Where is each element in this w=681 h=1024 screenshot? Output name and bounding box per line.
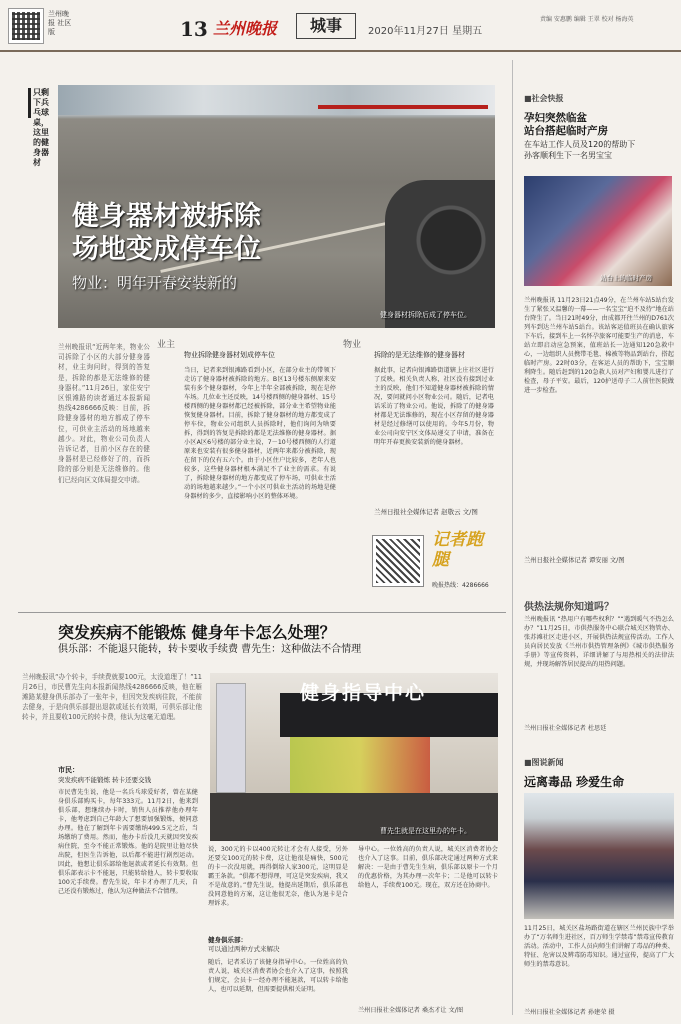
page-number: 13 <box>180 17 208 41</box>
story3-reporter: 兰州日报社全媒体记者 孙建荣 摄 <box>524 1009 615 1016</box>
jizhe-paotui-logo: 记者跑腿 <box>432 530 483 570</box>
property-subheading: 拆除的是无法维修的健身器材 <box>374 351 465 359</box>
story2-reporter: 兰州日报社全媒体记者 杜思廷 <box>524 725 607 732</box>
story1-body: 兰州晚报讯 11月23日21点49分，在兰州车站5站台发生了紧张又温馨的一幕——一名宝宝“迫不及待”地在站台降生了。当日21时49分，由成都开往兰州的D761次列车到达兰州车站5站台。该站客运值班员在确认旅客下车后，接到车上一名怀孕旅客可能要生产的消息，车站立即启动应急预案，值班站长一边通知120急救中心，一边组织人员携带毛毯、棉被等物品到站台，搭起临时产房。22时03分，在客运人员的帮助下，宝宝顺利降生。随后赶到的120急救人员对产妇和婴儿进行了检查，母子平安。最后，120护送母子二人前往医院做进一步检查。 <box>524 297 674 394</box>
gym-sign-text: 健身指导中心 <box>300 682 427 704</box>
story1-photo[interactable] <box>524 176 672 286</box>
brand-label: 兰州晚报 社区版 <box>48 10 72 36</box>
qr-code-icon[interactable] <box>8 8 44 44</box>
photo-poster <box>216 683 246 793</box>
story1-headline[interactable] <box>524 112 608 138</box>
story1-reporter: 兰州日报社全媒体记者 谭安丽 文/图 <box>524 557 625 564</box>
hotline: 晚报热线：4286666 <box>432 582 489 589</box>
photo-car <box>385 180 495 328</box>
section-label-photo-news: ■图说新闻 <box>524 758 564 767</box>
side-note-marker <box>28 88 31 118</box>
story1-photo-caption: 站台上的临时产房 <box>600 274 652 282</box>
editor-credits: 责编 安惠鹏 编辑 王翠 校对 杨海英 <box>540 16 634 23</box>
label-property: 物业 <box>343 340 362 350</box>
main-intro: 兰州晚报讯“近两年来，物业公司拆除了小区的大部分健身器材，业主询问时，得到的答复是，拆除的都是无法维修的健身器材。”11月26日，家住安宁区银滩路的读者通过本报新闻热线4286666反映：目前，拆除健身器材的地方都成了停车位，可供业主活动的场地越来越少。对此，物业公司负责人告诉记者，目前小区存在的健身器材是已经修好了的，而拆除的部分则是无法维修的。他们已经向区文体局提交申请。 <box>58 343 150 484</box>
citizen-subheading-2: 突发疾病不能锻炼 转卡还要交钱 <box>58 776 152 784</box>
citizen-body: 市民曹先生说，他是一名兵乓球爱好者，曾在某健身俱乐部购买卡，每年333元。11月2日，他来到俱乐部，想继续办卡时，销售人员推荐他办理年卡，他考虑到自己年龄大了想要加强锻炼，便同意办理。他在了解到年卡需要缴纳499.5元之后，当场缴纳了费用。然而，他办卡后没几天就因突发疾病住院，至今不能正常锻炼。他的是院里让他尽快出院，但医生告诉他，以后都不能进行剧烈运动。因此，他想让俱乐部给他退款或者延长有效期。但俱乐部表示卡不能退，只能转给他人，转卡要收取100元手续费。曹先生说，年卡才办理了几天，自己还没有锻炼过，他认为这种做法不合情理。 <box>58 789 198 895</box>
story1-headline-2: 站台搭起临时产房 <box>524 125 608 137</box>
section-label-social: ■社会快报 <box>524 94 564 103</box>
story3-headline[interactable]: 远离毒品 珍爱生命 <box>524 775 625 789</box>
main-subheadline: 物业：明年开春安装新的 <box>72 274 238 292</box>
story1-subheadline <box>524 139 635 161</box>
second-subheadline: 俱乐部：不能退只能转，转卡要收手续费 曹先生：这种做法不合情理 <box>58 644 362 655</box>
story2-headline[interactable]: 供热法规你知道吗？ <box>524 602 614 613</box>
story2-body: 兰州晚报讯 “热用户有哪些权利？”“遇到暖气不热怎么办？”11月25日，市供热服务中心联合城关区物管办、张苏滩社区走进小区，开展供热法规宣传活动。工作人员向居民发放《兰州市供热管理条例》《城市供热服务手册》等宣传资料，详细讲解了与用热相关的法律法规，并现场解答居民提出的用热问题。 <box>524 616 674 668</box>
story3-photo[interactable] <box>524 793 674 919</box>
main-photo-caption: 健身器材拆除后成了停车位。 <box>380 311 471 319</box>
middle-body-2: 随后，记者采访了该健身指导中心。一位姓高的负责人说，城关区消费者协会也介入了这事，按照我们规定，会员卡一经办理不能退款，可以转卡给他人，也可以延期，但需要提供相关证明。 <box>208 959 348 993</box>
column-divider <box>512 60 513 1015</box>
story1-sub-1: 在车站工作人员及120的帮助下 <box>524 140 636 149</box>
gym-subheading: 健身俱乐部： <box>208 936 247 944</box>
side-note: 只剩下兵乓球桌，这里的健身器材 <box>33 88 49 167</box>
second-headline[interactable]: 突发疾病不能锻炼 健身年卡怎么处理？ <box>58 623 336 642</box>
label-owner: 业主 <box>157 340 176 350</box>
qr-code-icon[interactable] <box>372 535 424 587</box>
middle-body: 说，300元的卡以400元转让才会有人接受，另外还要交100元的转卡费，这让他很是痛快，500元的卡一次没用就，再得倒给人家300元，这明显是霸王条款。“俱都不想得理，可这是突发疾病，我又不是故意的。”曹先生说，他提出延期后，俱乐部也没同意他的方案，这让他很无奈，他认为退卡是合理诉求。 <box>208 846 348 907</box>
second-lede: 兰州晚报讯“办个转卡，手续费就要100元，太没道理了！”11月26日，市民曹先生向本报新闻热线4286666反映，他在雁滩路某健身俱乐部办了一张年卡，但因突发疾病住院，不能前去健身，于是向俱乐部提出退款或延长有效期，可俱乐部让他转卡，并且要收100元的转卡费，他认为这毫无道理。 <box>22 673 202 721</box>
headline-line-2: 场地变成停车位 <box>72 234 261 265</box>
gym-subheading-2: 可以通过两种方式来解决 <box>208 945 280 953</box>
gym-photo-caption: 曹先生就是在这里办的年卡。 <box>380 827 471 835</box>
section-divider <box>18 612 506 613</box>
story3-body: 11月25日，城关区盐场路街道在辖区兰州民族中学举办了“万名师生进社区，百万师生学禁毒”禁毒宣传教育活动。活动中，工作人员向师生们讲解了毒品的种类、特征、危害以及辨毒防毒知识。通过宣传，提高了广大师生的禁毒意识。 <box>524 925 674 968</box>
section-title: 城事 <box>296 13 356 39</box>
property-body: 据此事，记者向银滩路街道辖上庄社区进行了反映。相关负责人称，社区没有接到过业主的反映，他们不知道健身器材被拆除的情况，要问就问小区物业公司。随后，记者电话采访了物业公司。他说，拆除了的健身器材都是无法维修的，现在小区存留的健身器材是经过修缮可以使用的。今年5月份，物业公司向安宁区文体局递交了申请，准备在明年开春更换安装新的健身器材。 <box>374 367 494 446</box>
headline-line-1: 健身器材被拆除 <box>72 201 261 232</box>
photo-pingpong-table <box>318 105 488 127</box>
issue-date: 2020年11月27日 星期五 <box>368 26 483 37</box>
second-reporter: 兰州日报社全媒体记者 桑杰才让 文/图 <box>358 1007 464 1014</box>
owner-subheading: 物业拆除健身器材划成停车位 <box>184 351 275 359</box>
owner-body: 当日，记者来到银滩路看到小区，在部分业主的带领下走访了健身器材被拆除的地方。B区13号楼东侧原来安装有多个健身器材，今年上半年全部被拆除，现在是停车场。几位业主还反映，14号楼西侧的健身器材、15号楼西侧的健身器材都已经被拆除，部分业主希望物业能恢复健身器材。目前，拆除了健身器材的地方都变成了停车位，物业公司组织人员拆除时，他们询问为啥要拆，得到的答复是拆除的都是无法维修的健身器材。据小区A区6号楼的部分业主说，7－10号楼西侧的人行道原来也安装有很多健身器材，近两年来都分被拆除，现在留下的仅有五六个。由于小区住户比较多，老年人也较多，这些健身器材根本满足不了业主的需求。有说了，拆除健身器材的地方都变成了停车场，可供业主活动的场地越来越少。”一个小区可供业主活动的场地是健身器材的多少，直接影响小区的整体环境。 <box>184 367 336 500</box>
story1-headline-1: 孕妇突然临盆 <box>524 112 587 124</box>
main-reporter: 兰州日报社全媒体记者 赵敬云 文/图 <box>374 508 478 516</box>
story1-sub-2: 孙客顺利生下一名男宝宝 <box>524 151 612 160</box>
right-body: 导中心。一位姓高的负责人说，城关区消费者协会也介入了这事。目前，俱乐部决定通过两种方式来解决：一是由于曹先生生病，俱乐部以原卡一个月的优惠价格，为其办理一次年卡；二是他可以转卡给他人，手续费100元。现在，双方还在协商中。 <box>358 846 498 889</box>
main-headline[interactable] <box>72 200 261 266</box>
citizen-subheading: 市民： <box>58 766 79 774</box>
paper-name-logo: 兰州晚报 <box>213 19 278 38</box>
